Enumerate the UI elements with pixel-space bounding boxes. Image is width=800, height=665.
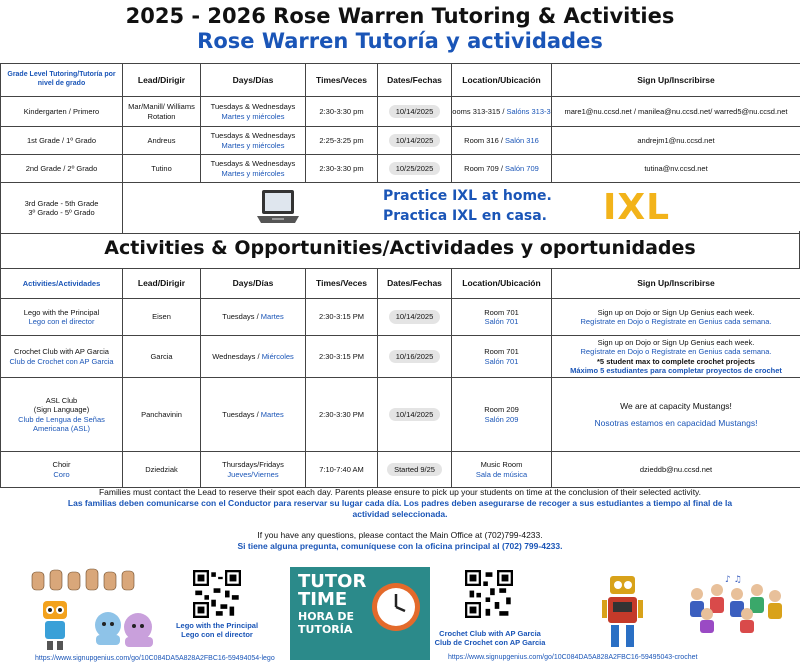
qr-code-crochet-icon[interactable] [465,570,513,618]
date-cell: Started 9/25 [378,452,452,488]
header-times: Times/Veces [306,64,378,97]
time-cell: 2:30-3:30 pm [306,155,378,183]
lead-cell: Tutino [123,155,201,183]
ixl-text-en: Practice IXL at home. [383,188,552,204]
signup-cell[interactable]: dzieddb@nu.ccsd.net [552,452,800,488]
location-cell: Room 709 / Salón 709 [452,155,552,183]
grade-cell: 2nd Grade / 2º Grado [1,155,123,183]
lead-cell: Mar/Manill/ Williams Rotation [123,97,201,127]
header-lead: Lead/Dirigir [123,64,201,97]
header-signup: Sign Up/Inscribirse [552,269,800,299]
date-cell: 10/14/2025 [378,127,452,155]
header-location: Location/Ubicación [452,64,552,97]
location-cell: Room 209 Salón 209 [452,378,552,452]
grade-cell: Kindergarten / Primero [1,97,123,127]
header-days: Days/Días [201,269,306,299]
clock-icon [370,581,422,633]
header-activity: Activities/Actividades [1,269,123,299]
sign-language-hands-icon [30,564,140,592]
signup-cell[interactable]: mare1@nu.ccsd.net / manilea@nu.ccsd.net/ warred5@nu.ccsd.net [552,97,800,127]
lead-cell: Garcia [123,336,201,378]
choir-icon [685,574,785,634]
location-cell: Room 701 Salón 701 [452,336,552,378]
time-cell: 2:25-3:25 pm [306,127,378,155]
note-es-2: Si tiene alguna pregunta, comuníquese con la oficina principal al (702) 799-4233. [237,541,563,552]
lead-cell: Eisen [123,299,201,336]
table-row [1,127,800,155]
date-cell: 10/14/2025 [378,299,452,336]
crochet-octopus-icon [90,607,160,652]
header-signup: Sign Up/Inscribirse [552,64,800,97]
qr-crochet-caption: Crochet Club with AP Garcia Club de Crochet con AP Garcia [434,629,546,647]
signup-cell[interactable]: andrejm1@nu.ccsd.net [552,127,800,155]
activities-title: Activities & Opportunities/Actividades y oportunidades [0,231,800,268]
header-lead: Lead/Dirigir [123,269,201,299]
grade-cell: 1st Grade / 1º Grado [1,127,123,155]
days-cell: Wednesdays / Miércoles [201,336,306,378]
ixl-promo [123,183,800,234]
table-row [1,299,800,336]
date-cell: 10/25/2025 [378,155,452,183]
ixl-grade-cell: 3rd Grade - 5th Grade 3º Grado - 5º Grado [1,183,123,234]
notes [0,487,800,552]
signup-cell[interactable]: tutina@nv.ccsd.net [552,155,800,183]
header-times: Times/Veces [306,269,378,299]
lead-cell: Panchavinin [123,378,201,452]
note-en-1: Families must contact the Lead to reserve their spot each day. Parents please ensure to pick up your students on time at the conclusion of their selected activity. [98,487,702,497]
days-cell: Tuesdays / Martes [201,378,306,452]
ixl-text-es: Practica IXL en casa. [383,207,548,224]
location-cell: Room 701 Salón 701 [452,299,552,336]
location-cell: Room 316 / Salón 316 [452,127,552,155]
crochet-signup-link[interactable]: https://www.signupgenius.com/go/10C084DA5A828A2FBC16-59495043-crochet [448,654,698,661]
time-cell: 7:10-7:40 AM [306,452,378,488]
time-cell: 2:30-3:15 PM [306,336,378,378]
lead-cell: Andreus [123,127,201,155]
location-cell: ooms 313-315 / Salóns 313-3 [452,97,552,127]
tutoring-table [0,63,800,234]
signup-cell: We are at capacity Mustangs! Nosotras estamos en capacidad Mustangs! [552,378,800,452]
date-cell: 10/16/2025 [378,336,452,378]
header-grade: Grade Level Tutoring/Tutoría por nivel de grado [1,64,123,97]
days-cell: Tuesdays & Wednesdays Martes y miércoles [201,127,306,155]
table-header-row [1,64,800,97]
table-header-row [1,269,800,299]
qr-lego-caption: Lego with the Principal Lego con el director [175,621,259,639]
time-cell: 2:30-3:30 pm [306,97,378,127]
date-cell: 10/14/2025 [378,378,452,452]
time-cell: 2:30-3:15 PM [306,299,378,336]
location-cell: Music Room Sala de música [452,452,552,488]
laptop-icon [256,188,300,226]
ixl-row [1,183,800,234]
header-dates: Dates/Fechas [378,269,452,299]
table-row [1,336,800,378]
note-en-2: If you have any questions, please contact the Main Office at (702)799-4233. [257,530,543,541]
svg-text:♪ ♫: ♪ ♫ [725,575,742,585]
page-subtitle: Rose Warren Tutoría y actividades [197,29,603,53]
activity-cell: Crochet Club with AP Garcia Club de Crochet con AP Garcia [1,336,123,378]
qr-code-lego-icon[interactable] [193,570,241,618]
days-cell: Thursdays/Fridays Jueves/Viernes [201,452,306,488]
header-dates: Dates/Fechas [378,64,452,97]
toy-robot-icon [600,572,645,652]
activity-cell: ASL Club (Sign Language) Club de Lengua de Señas Americana (ASL) [1,378,123,452]
days-cell: Tuesdays / Martes [201,299,306,336]
note-es-1a: Las familias deben comunicarse con el Conductor para reservar su lugar cada día. Los padres deben asegurarse de recoger a sus estudiantes a tiempo al final de la [67,498,733,509]
ixl-logo: IXL [603,187,671,228]
tutor-time-graphic: TUTOR TIME HORA DE TUTORÍA [290,567,430,660]
table-row [1,378,800,452]
robot-icon [35,597,75,652]
lego-signup-link[interactable]: https://www.signupgenius.com/go/10C084DA5A828A2FBC16-59494054-lego [35,655,275,662]
activities-table [0,268,800,488]
days-cell: Tuesdays & Wednesdays Martes y miércoles [201,97,306,127]
activity-cell: Lego with the Principal Lego con el director [1,299,123,336]
signup-cell[interactable]: Sign up on Dojo or Sign Up Genius each week. Regístrate en Dojo o Regístrate en Genius cada semana. [552,299,800,336]
bottom-graphics [0,562,800,665]
header-location: Location/Ubicación [452,269,552,299]
page-title: 2025 - 2026 Rose Warren Tutoring & Activities [125,4,675,28]
days-cell: Tuesdays & Wednesdays Martes y miércoles [201,155,306,183]
header-days: Days/Días [201,64,306,97]
note-es-1b: actividad seleccionada. [352,509,448,520]
activity-cell: Choir Coro [1,452,123,488]
signup-cell[interactable]: Sign up on Dojo or Sign Up Genius each week. Regístrate en Dojo o Regístrate en Genius cada semana. *5 student max to complete crochet projects Máximo 5 estudiantes para completar proyectos de crochet [552,336,800,378]
lead-cell: Dziedziak [123,452,201,488]
table-row [1,155,800,183]
table-row [1,97,800,127]
time-cell: 2:30-3:30 PM [306,378,378,452]
table-row [1,452,800,488]
date-cell: 10/14/2025 [378,97,452,127]
